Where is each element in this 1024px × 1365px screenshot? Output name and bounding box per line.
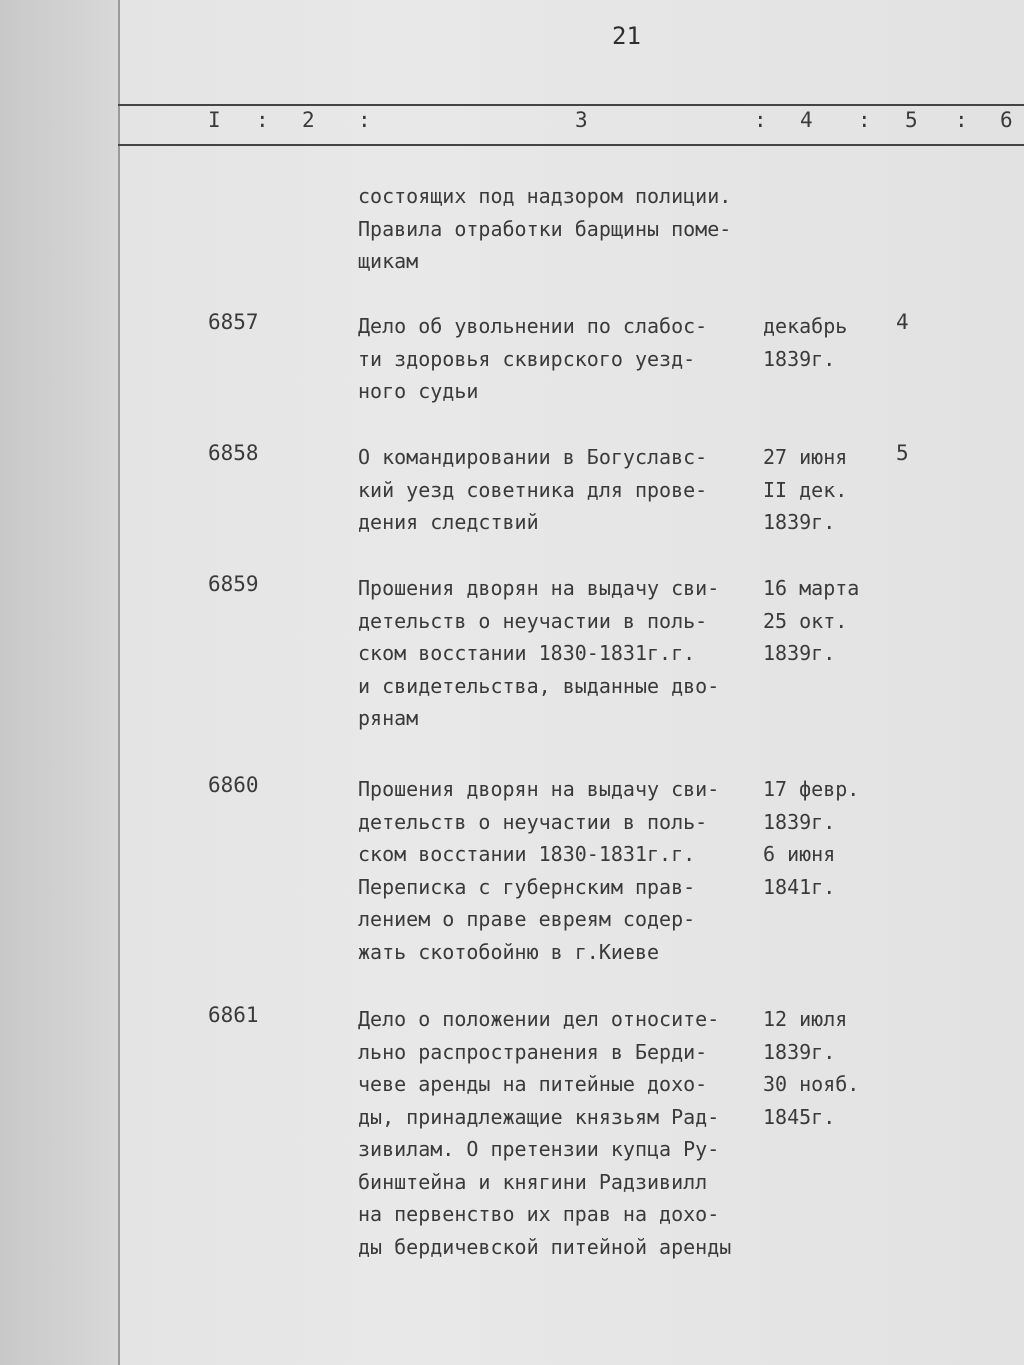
description-line: чеве аренды на питейные дохо- xyxy=(358,1072,708,1096)
entry-number: 6859 xyxy=(208,572,259,596)
entry-description xyxy=(358,441,778,539)
description-line: и свидетельства, выданные дво- xyxy=(358,673,720,698)
description-line: ском восстании 1830-1831г.г. xyxy=(358,842,696,866)
column-header-row xyxy=(0,108,1024,140)
entry-number: 6860 xyxy=(208,773,259,797)
header-bottom-rule xyxy=(118,144,1024,146)
date-line: 12 июля xyxy=(763,1007,848,1031)
date-line: 1839г. xyxy=(763,510,836,534)
page-number: 21 xyxy=(612,22,641,50)
entry-dates xyxy=(763,773,883,903)
header-top-rule xyxy=(118,104,1024,106)
entry-dates xyxy=(763,441,883,539)
entry-description xyxy=(358,773,778,968)
entry-description xyxy=(358,180,778,278)
description-line: ного судьи xyxy=(358,379,479,403)
entry-pages: 5 xyxy=(896,441,909,465)
description-line: Правила отработки барщины поме- xyxy=(358,216,732,241)
description-line: Дело об увольнении по слабос- xyxy=(358,314,708,338)
entry-description xyxy=(358,572,778,735)
description-line: рянам xyxy=(358,706,419,730)
entry-number: 6857 xyxy=(208,310,259,334)
binding-margin xyxy=(0,0,118,1365)
description-line: дения следствий xyxy=(358,510,539,534)
description-line: Прошения дворян на выдачу сви- xyxy=(358,576,720,600)
description-line: ды бердичевской питейной аренды xyxy=(358,1234,732,1259)
description-line: детельств о неучастии в поль- xyxy=(358,608,708,633)
date-line: 1839г. xyxy=(763,809,836,834)
description-line: состоящих под надзором полиции. xyxy=(358,184,732,208)
date-line: 6 июня xyxy=(763,842,836,866)
header-col-5: 5 xyxy=(905,108,918,132)
entry-number: 6858 xyxy=(208,441,259,465)
description-line: зивилам. О претензии купца Ру- xyxy=(358,1137,720,1161)
description-line: льно распространения в Берди- xyxy=(358,1039,708,1064)
header-separator: : xyxy=(358,108,371,132)
description-line: лением о праве евреям содер- xyxy=(358,907,696,931)
description-line: детельств о неучастии в поль- xyxy=(358,809,708,834)
date-line: 1841г. xyxy=(763,874,836,899)
description-line: О командировании в Богуславс- xyxy=(358,445,708,469)
description-line: Дело о положении дел относите- xyxy=(358,1007,720,1031)
description-line: Переписка с губернским прав- xyxy=(358,874,696,899)
entry-pages: 4 xyxy=(896,310,909,334)
header-col-3: 3 xyxy=(575,108,588,132)
header-separator: : xyxy=(858,108,871,132)
entry-description xyxy=(358,1003,778,1263)
entry-dates xyxy=(763,310,883,375)
binding-edge-line xyxy=(118,0,120,1365)
date-line: 1845г. xyxy=(763,1104,836,1129)
date-line: декабрь xyxy=(763,314,848,338)
date-line: 1839г. xyxy=(763,346,836,371)
header-separator: : xyxy=(256,108,269,132)
date-line: 25 окт. xyxy=(763,608,848,633)
description-line: щикам xyxy=(358,249,419,273)
description-line: ском восстании 1830-1831г.г. xyxy=(358,641,696,665)
date-line: 16 марта xyxy=(763,576,860,600)
description-line: бинштейна и княгини Радзивилл xyxy=(358,1169,708,1194)
header-separator: : xyxy=(955,108,968,132)
description-line: на первенство их прав на дохо- xyxy=(358,1202,720,1226)
header-col-4: 4 xyxy=(800,108,813,132)
date-line: 1839г. xyxy=(763,641,836,665)
entry-number: 6861 xyxy=(208,1003,259,1027)
entry-dates xyxy=(763,572,883,670)
date-line: 30 нояб. xyxy=(763,1072,860,1096)
description-line: ды, принадлежащие князьям Рад- xyxy=(358,1104,720,1129)
description-line: кий уезд советника для прове- xyxy=(358,477,708,502)
description-line: ти здоровья сквирского уезд- xyxy=(358,346,696,371)
date-line: 27 июня xyxy=(763,445,848,469)
header-col-6: 6 xyxy=(1000,108,1013,132)
entry-dates xyxy=(763,1003,883,1133)
date-line: 1839г. xyxy=(763,1039,836,1064)
header-separator: : xyxy=(754,108,767,132)
date-line: 17 февр. xyxy=(763,777,860,801)
header-col-2: 2 xyxy=(302,108,315,132)
date-line: II дек. xyxy=(763,477,848,502)
header-col-1: I xyxy=(208,108,221,132)
description-line: жать скотобойню в г.Киеве xyxy=(358,939,660,964)
description-line: Прошения дворян на выдачу сви- xyxy=(358,777,720,801)
entry-description xyxy=(358,310,778,408)
